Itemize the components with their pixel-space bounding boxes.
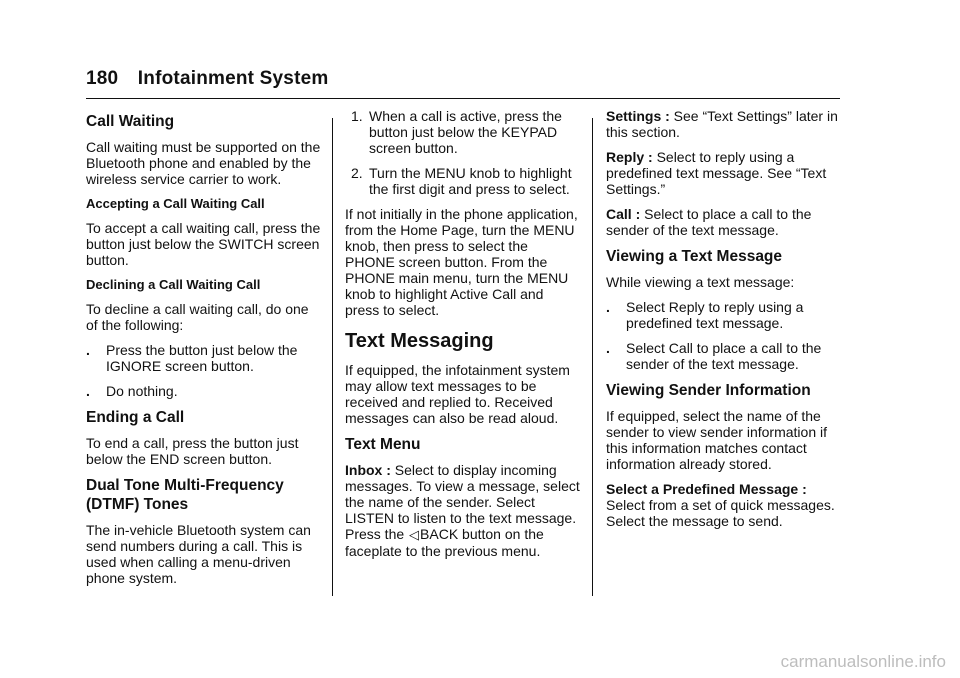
reply-desc: Select to reply using a predefined text message. See “Text Settings.” <box>606 149 827 197</box>
dtmf-heading-line1: Dual Tone Multi-Frequency <box>86 477 284 494</box>
watermark: carmanualsonline.info <box>780 652 946 671</box>
list-item <box>345 108 581 156</box>
bullet-icon: . <box>606 299 610 315</box>
predefined-message-text <box>606 481 842 529</box>
list-item <box>86 342 322 374</box>
column-divider <box>332 118 333 596</box>
bullet-text: Select Reply to reply using a predefined text message. <box>626 299 804 331</box>
reply-term: Reply : <box>606 149 653 165</box>
column-2 <box>345 108 581 568</box>
list-item <box>606 299 842 331</box>
inbox-desc-a: Select to display incoming messages. To view a message, select the name of the sender. Select LISTEN to listen to the text message. Press the <box>345 462 580 542</box>
predefined-desc: Select from a set of quick messages. Select the message to send. <box>606 497 835 529</box>
inbox-text <box>345 462 581 559</box>
call-term: Call : <box>606 206 641 222</box>
column-3 <box>606 108 842 538</box>
text-messaging-text: If equipped, the infotainment system may allow text messages to be received and replied to. Received messages can also be read aloud. <box>345 362 570 426</box>
text-menu-heading: Text Menu <box>345 436 421 453</box>
call-waiting-intro: Call waiting must be supported on the Bluetooth phone and enabled by the wireless service carrier to work. <box>86 139 321 187</box>
back-arrow-icon: ◁ <box>409 527 420 542</box>
dtmf-heading-line2: (DTMF) Tones <box>86 496 189 513</box>
accepting-text: To accept a call waiting call, press the button just below the SWITCH screen button. <box>86 220 321 268</box>
settings-desc: See “Text Settings” later in this section. <box>606 108 838 140</box>
accepting-heading: Accepting a Call Waiting Call <box>86 196 265 211</box>
call-desc: Select to place a call to the sender of the text message. <box>606 206 812 238</box>
ending-call-text: To end a call, press the button just below the END screen button. <box>86 435 299 467</box>
step-number: 1. <box>351 108 363 124</box>
step-number: 2. <box>351 165 363 181</box>
page-header <box>86 68 328 90</box>
inbox-desc-b: BACK button on the faceplate to the previous menu. <box>345 526 544 559</box>
bullet-icon: . <box>86 383 90 399</box>
settings-term: Settings : <box>606 108 670 124</box>
list-item <box>86 383 322 399</box>
settings-text <box>606 108 842 140</box>
section-title: Infotainment System <box>137 68 329 89</box>
call-waiting-heading: Call Waiting <box>86 113 175 130</box>
step-text: Turn the MENU knob to highlight the first digit and press to select. <box>369 165 572 197</box>
text-messaging-heading: Text Messaging <box>345 330 494 352</box>
declining-text: To decline a call waiting call, do one of the following: <box>86 301 309 333</box>
inbox-term: Inbox : <box>345 462 391 478</box>
column-divider <box>592 118 593 596</box>
ending-call-heading: Ending a Call <box>86 409 185 426</box>
declining-heading: Declining a Call Waiting Call <box>86 277 261 292</box>
call-text <box>606 206 842 238</box>
predefined-term: Select a Predefined Message : <box>606 481 807 497</box>
phone-app-text: If not initially in the phone application, from the Home Page, turn the MENU knob, then press to select the PHONE screen button. From the PHONE main menu, turn the MENU knob to highlight Active Call and press to select. <box>345 206 578 318</box>
list-item <box>345 165 581 197</box>
bullet-text: Press the button just below the IGNORE screen button. <box>106 342 298 374</box>
viewing-sender-text: If equipped, select the name of the sender to view sender information if this information matches contact information already stored. <box>606 408 827 472</box>
bullet-text: Select Call to place a call to the sender of the text message. <box>626 340 822 372</box>
reply-text <box>606 149 842 197</box>
step-text: When a call is active, press the button just below the KEYPAD screen button. <box>369 108 562 156</box>
dtmf-heading <box>86 476 322 514</box>
bullet-icon: . <box>606 340 610 356</box>
viewing-sender-heading: Viewing Sender Information <box>606 382 811 399</box>
bullet-icon: . <box>86 342 90 358</box>
page-number: 180 <box>86 68 119 89</box>
viewing-text-intro: While viewing a text message: <box>606 274 795 290</box>
list-item <box>606 340 842 372</box>
bullet-text: Do nothing. <box>106 383 178 399</box>
viewing-text-heading: Viewing a Text Message <box>606 248 783 265</box>
header-rule <box>86 98 840 99</box>
column-1 <box>86 108 322 595</box>
dtmf-text: The in-vehicle Bluetooth system can send numbers during a call. This is used when calling a menu-driven phone system. <box>86 522 311 586</box>
